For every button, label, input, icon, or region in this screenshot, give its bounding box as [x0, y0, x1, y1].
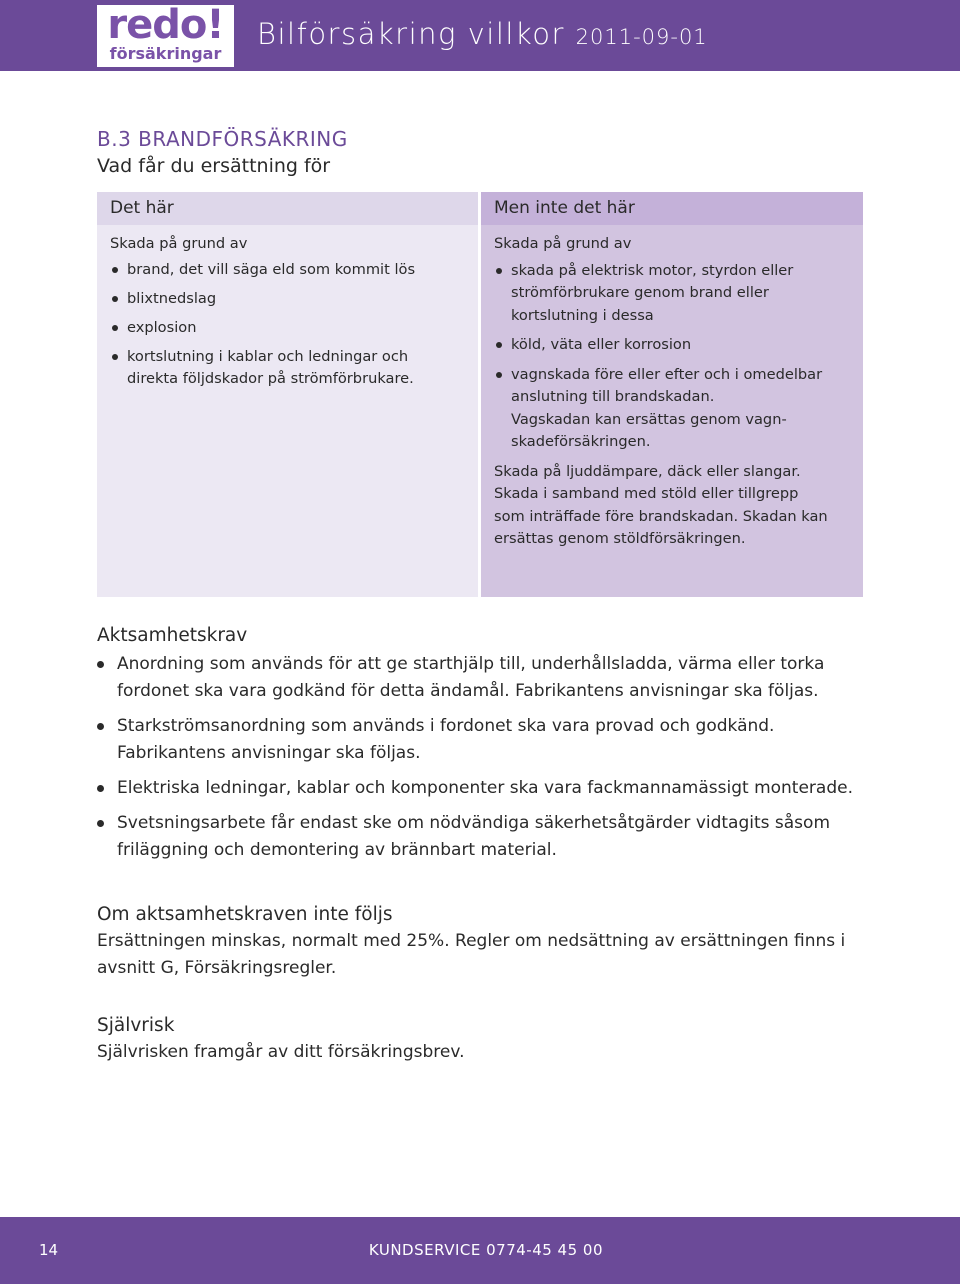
- requirements-heading: Aktsamhetskrav: [97, 625, 248, 646]
- covered-body: [110, 233, 472, 397]
- section-subtitle: Vad får du ersättning för: [97, 155, 331, 177]
- logo-wordmark: redo!: [107, 2, 224, 48]
- covered-heading: Det här: [97, 192, 478, 225]
- excluded-body: [494, 233, 857, 551]
- list-item: Anordning som används för att ge starthjälp till, underhållsladda, värma eller torka fordonet ska vara godkänd för detta ändamål. Fabrikantens anvisningar ska följas.: [97, 651, 867, 705]
- excluded-box: [481, 192, 863, 597]
- page-number: 14: [39, 1241, 59, 1259]
- noncompliance-text: Ersättningen minskas, normalt med 25%. Regler om nedsättning av ersättningen finns i avsnitt G, Försäkringsregler.: [97, 931, 846, 978]
- list-item: kortslutning i kablar och ledningar och direkta följdskador på strömförbrukare.: [110, 346, 472, 390]
- noncompliance-section: [97, 902, 867, 982]
- noncompliance-heading: Om aktsamhetskraven inte följs: [97, 904, 393, 925]
- deductible-section: [97, 1013, 867, 1066]
- excluded-heading: Men inte det här: [481, 192, 863, 225]
- requirements-list: [97, 651, 867, 864]
- logo-subtitle: försäkringar: [109, 44, 222, 63]
- covered-intro: Skada på grund av: [110, 235, 248, 252]
- page-footer: [0, 1217, 960, 1284]
- list-item: Starkströmsanordning som används i fordonet ska vara provad och godkänd. Fabrikantens anvisningar ska följas.: [97, 713, 867, 767]
- document-title: [257, 14, 708, 57]
- requirements-section: [97, 623, 867, 872]
- list-item: Svetsningsarbete får endast ske om nödvändiga säkerhetsåtgärder vidtagits såsom friläggning och demontering av brännbart material.: [97, 810, 867, 864]
- list-item: skada på elektrisk motor, styrdon eller strömförbrukare genom brand eller kortslutning i dessa: [494, 260, 857, 328]
- excluded-intro: Skada på grund av: [494, 235, 632, 252]
- document-date: 2011-09-01: [575, 25, 708, 49]
- page-header: [0, 0, 960, 71]
- list-item: Elektriska ledningar, kablar och komponenter ska vara fackmannamässigt monterade.: [97, 775, 867, 802]
- section-title: B.3 BRANDFÖRSÄKRING: [97, 127, 348, 151]
- list-item: vagnskada före eller efter och i omedelbar anslutning till brandskadan. Vagskadan kan ersättas genom vagn- skadeförsäkringen.: [494, 364, 857, 454]
- redo-logo: [97, 2, 234, 67]
- list-item: blixtnedslag: [110, 288, 472, 310]
- list-item: köld, väta eller korrosion: [494, 334, 857, 357]
- deductible-text: Självrisken framgår av ditt försäkringsbrev.: [97, 1042, 465, 1062]
- customer-service: KUNDSERVICE 0774-45 45 00: [368, 1241, 603, 1259]
- document-title-text: Bilförsäkring villkor: [257, 17, 565, 51]
- excluded-list: [494, 260, 857, 454]
- deductible-heading: Självrisk: [97, 1015, 175, 1036]
- list-item: explosion: [110, 317, 472, 339]
- excluded-extra: Skada i samband med stöld eller tillgrepp som inträffade före brandskadan. Skadan kan ersättas genom stöldförsäkringen.: [494, 485, 828, 547]
- excluded-extra: Skada på ljuddämpare, däck eller slangar.: [494, 462, 801, 480]
- covered-list: [110, 259, 472, 390]
- covered-box: [97, 192, 478, 597]
- list-item: brand, det vill säga eld som kommit lös: [110, 259, 472, 281]
